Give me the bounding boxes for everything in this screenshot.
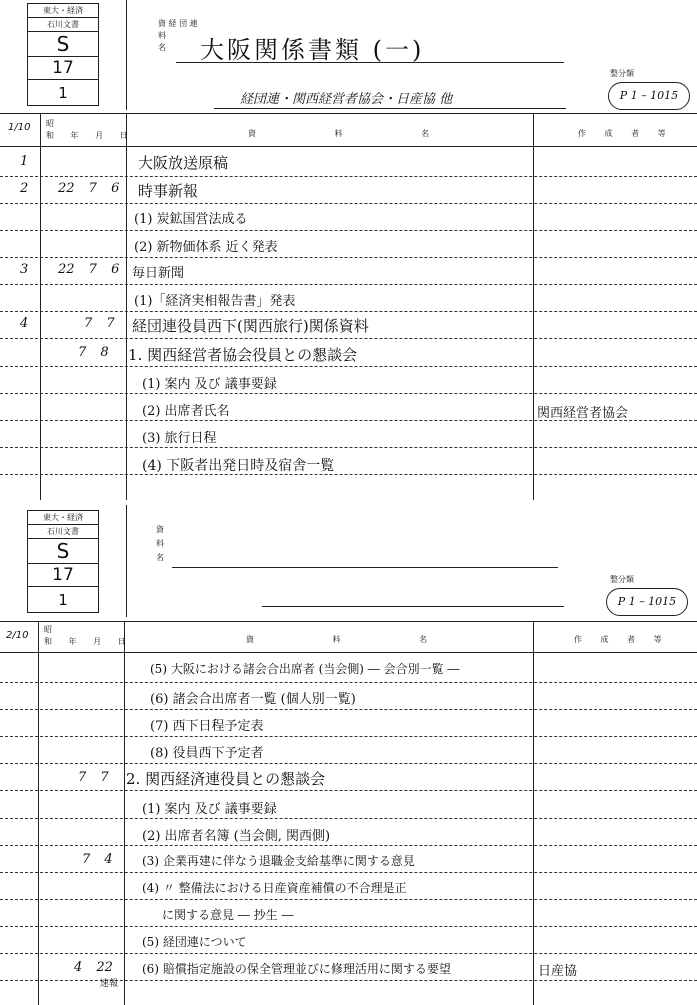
row-line (0, 230, 697, 231)
row-line (0, 845, 697, 846)
row-material: (2) 出席者名簿 (当会側, 関西側) (142, 829, 331, 844)
row-line (0, 790, 697, 791)
card2-subtitle-underline (262, 606, 564, 607)
card2-col-date (124, 621, 125, 1005)
card2-label-material: 資 (156, 525, 164, 534)
row-material: (5) 経団連について (142, 935, 247, 949)
card2-header-date: 和 年 月 日 (44, 637, 126, 646)
row-date: 4 22 (74, 960, 113, 975)
card2-header-material: 資 料 名 (246, 635, 466, 644)
card1-title: 大阪関係書類 (一) (200, 36, 425, 64)
row-material: (1) 案内 及び 議事要録 (142, 802, 277, 817)
row-line (0, 736, 697, 737)
card2-header-era: 昭 (44, 625, 52, 634)
row-line (0, 872, 697, 873)
row-line (0, 393, 697, 394)
stamp-number: 17 (28, 564, 98, 587)
card2-title-underline (172, 567, 558, 568)
row-line (0, 203, 697, 204)
row-material: (4) 〃 整備法における日産資産補償の不合理是正 (142, 881, 407, 895)
card2-label-name: 名 (156, 553, 164, 562)
row-line (0, 953, 697, 954)
row-material: (2) 新物価体系 近く発表 (134, 240, 278, 255)
row-line (0, 474, 697, 475)
row-material: 経団連役員西下(関西旅行)関係資料 (132, 317, 369, 335)
card2-header-bottom (0, 652, 697, 653)
row-material: (1) 案内 及び 議事要録 (142, 377, 277, 392)
row-material: (7) 西下日程予定表 (150, 719, 264, 734)
row-no: 2 (20, 181, 29, 196)
stamp-item: 1 (58, 84, 68, 102)
row-material: 2. 関西経済連役員との懇談会 (126, 770, 326, 788)
card1-title-underline (176, 62, 564, 63)
row-material: 時事新報 (138, 182, 199, 200)
card1-ref-number: P 1 – 1015 (608, 82, 690, 110)
stamp-series: S (28, 32, 98, 57)
stamp-series: S (28, 539, 98, 564)
card1-col-date (126, 113, 127, 500)
row-line (0, 176, 697, 177)
archive-stamp (27, 3, 99, 106)
card1-col-author (533, 113, 534, 500)
card1-table-top (0, 113, 697, 114)
row-line (0, 366, 697, 367)
row-material: (6) 諸会合出席者一覧 (個人別一覧) (150, 692, 356, 707)
row-material: 1. 関西経営者協会役員との懇談会 (128, 346, 358, 364)
stamp-item: 1 (58, 591, 68, 609)
row-line (0, 284, 697, 285)
row-material: (3) 企業再建に伴なう退職金支給基準に関する意見 (142, 854, 415, 868)
row-date: 22 7 6 (58, 181, 120, 196)
card1-subtitle: 経団連・関西経営者協会・日産協 他 (240, 92, 453, 107)
card1-header-date: 和 年 月 日 (46, 131, 128, 140)
row-material: (1) 炭鉱国営法成る (134, 212, 248, 227)
row-date: 22 7 6 (58, 262, 120, 277)
row-date: 7 7 (84, 316, 115, 331)
card1-header-bottom (0, 146, 697, 147)
row-no: 4 (20, 316, 29, 331)
card2-page-mark: 2/10 (6, 630, 29, 641)
card2-ref-number: P 1 – 1015 (606, 588, 688, 616)
card1-col-no (40, 113, 41, 500)
row-author: 日産協 (538, 964, 578, 979)
card1-label-name: 名 (158, 43, 166, 52)
card1-stamp-divider (126, 0, 127, 110)
row-no: 1 (20, 154, 29, 169)
row-material: に関する意見 ― 抄生 ― (162, 908, 294, 922)
row-line (0, 311, 697, 312)
stamp-line-2: 石川文書 (28, 18, 98, 32)
row-material: (4) 下阪者出発日時及宿舎一覧 (142, 458, 335, 474)
card2-label-material2: 料 (156, 539, 164, 548)
card1-page-mark: 1/10 (8, 122, 31, 133)
row-line (0, 682, 697, 683)
card1-header-author: 作 成 者 等 (578, 129, 674, 138)
card1-header-material: 資 料 名 (248, 129, 468, 138)
row-line (0, 709, 697, 710)
card1-header-era: 昭 (46, 119, 54, 128)
archive-stamp (27, 510, 99, 613)
row-line (0, 338, 697, 339)
stamp-line-1: 東大・経済 (28, 4, 98, 18)
row-date: 7 7 (78, 770, 109, 785)
stamp-line-1: 東大・経済 (28, 511, 98, 525)
row-author: 関西経営者協会 (537, 406, 629, 421)
stamp-line-2: 石川文書 (28, 525, 98, 539)
row-material: (5) 大阪における諸会合出席者 (当会側) ― 会合別一覧 ― (150, 662, 460, 676)
row-material: (2) 出席者氏名 (142, 404, 230, 419)
row-date: 7 8 (78, 345, 109, 360)
row-line (0, 447, 697, 448)
card1-ref-label: 整分類 (610, 69, 634, 78)
card2-ref-label: 整分類 (610, 575, 634, 584)
row-line (0, 257, 697, 258)
row-material: (3) 旅行日程 (142, 431, 217, 446)
row-material: 大阪放送原稿 (138, 154, 229, 172)
row-line (0, 818, 697, 819)
row-line (0, 926, 697, 927)
card1-label-top: 資 経 団 連 (158, 19, 198, 28)
card2-header-author: 作 成 者 等 (574, 635, 670, 644)
row-material: (1)「経済実相報告書」発表 (134, 294, 296, 309)
row-line (0, 763, 697, 764)
card1-subtitle-underline (214, 108, 566, 109)
stamp-number: 17 (28, 57, 98, 80)
row-no: 3 (20, 262, 29, 277)
row-date: 7 4 (82, 852, 113, 867)
row-material: 毎日新聞 (132, 266, 185, 281)
row-line (0, 899, 697, 900)
card2-table-top (0, 621, 697, 622)
row-material: (6) 賠償指定施設の保全管理並びに修理活用に関する要望 (142, 962, 451, 976)
row-material: (8) 役員西下予定者 (150, 746, 264, 761)
card2-stamp-divider (126, 505, 127, 617)
card1-label-material: 料 (158, 31, 166, 40)
card2-col-no (38, 621, 39, 1005)
card2-col-author (533, 621, 534, 1005)
bottom-note: 速報 (100, 979, 119, 989)
